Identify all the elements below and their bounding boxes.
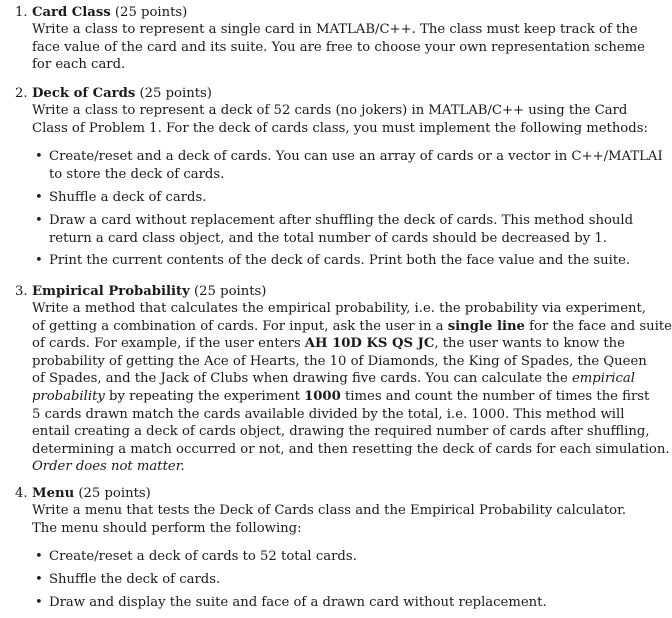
problem-2-line-2: Class of Problem 1. For the deck of cards class, you must implement the following methods: (32, 120, 648, 136)
text-run: of Spades, and the Jack of Clubs when drawing five cards. You can calculate the (32, 371, 572, 387)
problem-2-number: 2. (15, 86, 28, 101)
problem-4-line-2: The menu should perform the following: (32, 520, 302, 536)
problem-2-heading (15, 85, 619, 102)
problem-1-title: Card Class (32, 5, 111, 20)
problem-3-line-4: probability of getting the Ace of Hearts, the 10 of Diamonds, the King of Spades, the Queen (32, 353, 647, 369)
text-run: for the face and suite (524, 318, 672, 334)
bullet-line: Draw a card without replacement after shuffling the deck of cards. This method should (49, 213, 634, 228)
problem-1-points: (25 points) (114, 5, 188, 20)
emphasis-probability: probability (32, 388, 105, 404)
bullet-line: Create/reset and a deck of cards. You can use an array of cards or a vector in C++/MATLAI (49, 149, 663, 164)
bullet-line: to store the deck of cards. (49, 166, 225, 182)
bullet-icon: • (35, 149, 43, 164)
problem-3-description (32, 300, 672, 476)
text-run: , the user wants to know the (434, 336, 625, 352)
problem-3-line-8: entail creating a deck of cards object, drawing the required number of cards after shuffling, (32, 424, 650, 440)
problem-4-points: (25 points) (78, 486, 151, 501)
problem-1-heading (15, 4, 619, 21)
bullet-icon: • (35, 213, 43, 228)
problem-3-line-10: Order does not matter. (32, 459, 185, 475)
problem-3-line-5 (32, 370, 635, 388)
problem-1-number: 1. (15, 5, 28, 20)
problem-2-title: Deck of Cards (32, 86, 136, 101)
problem-3-line-1: Write a method that calculates the empirical probability, i.e. the probability via experiment, (32, 301, 646, 316)
problem-3-line-7: 5 cards drawn match the cards available divided by the total, i.e. 1000. This method will (32, 406, 625, 422)
problem-3-heading (15, 283, 619, 300)
problem-3-line-6 (32, 388, 650, 406)
problem-1-line-1: Write a class to represent a single card in MATLAB/C++. The class must keep track of the (32, 22, 638, 37)
problem-4-title: Menu (32, 486, 75, 501)
problem-4 (15, 485, 627, 537)
bullet-line: Create/reset a deck of cards to 52 total cards. (49, 549, 357, 564)
text-run: times and count the number of times the first (340, 388, 650, 404)
problem-1 (15, 4, 645, 74)
bullet-icon: • (35, 190, 43, 205)
problem-4-number: 4. (15, 486, 28, 501)
problem-3-points: (25 points) (194, 284, 267, 299)
emphasis-1000: 1000 (304, 388, 341, 404)
bullet-line: Print the current contents of the deck of cards. Print both the face value and the suite. (49, 253, 631, 268)
bullet-line: Shuffle a deck of cards. (49, 190, 207, 205)
problem-4-description (32, 502, 627, 537)
problem-3-line-2 (32, 318, 672, 336)
problem-1-line-2: face value of the card and its suite. You are free to choose your own representation scheme (32, 39, 645, 55)
bullet-line: Draw and display the suite and face of a drawn card without replacement. (49, 595, 547, 610)
problem-1-line-3: for each card. (32, 57, 126, 73)
problem-1-description (32, 21, 645, 74)
bullet-line: return a card class object, and the total number of cards should be decreased by 1. (49, 230, 607, 246)
problem-3-number: 3. (15, 284, 28, 299)
bullet-icon: • (35, 595, 43, 610)
problem-3-title: Empirical Probability (32, 284, 190, 299)
problem-2-line-1: Write a class to represent a deck of 52 cards (no jokers) in MATLAB/C++ using the Card (32, 103, 628, 118)
problem-2-points: (25 points) (139, 86, 212, 101)
problem-3-line-9: determining a match occurred or not, and then resetting the deck of cards for each simulation. (32, 441, 670, 457)
example-input: AH 10D KS QS JC (304, 336, 435, 352)
bullet-line: Shuffle the deck of cards. (49, 572, 221, 587)
bullet-icon: • (35, 549, 43, 564)
emphasis-single-line: single line (447, 318, 525, 334)
problem-2-description (32, 102, 648, 137)
problem-3 (15, 283, 672, 476)
text-run: of cards. For example, if the user enters (32, 336, 305, 352)
problem-4-line-1: Write a menu that tests the Deck of Cards class and the Empirical Probability calculator. (32, 503, 627, 518)
problem-3-line-3 (32, 335, 625, 353)
bullet-icon: • (35, 253, 43, 268)
bullet-icon: • (35, 572, 43, 587)
text-run: of getting a combination of cards. For input, ask the user in a (32, 318, 448, 334)
problem-4-heading (15, 485, 619, 502)
text-run: by repeating the experiment (104, 388, 305, 404)
emphasis-empirical: empirical (572, 371, 635, 387)
problem-2 (15, 85, 648, 137)
